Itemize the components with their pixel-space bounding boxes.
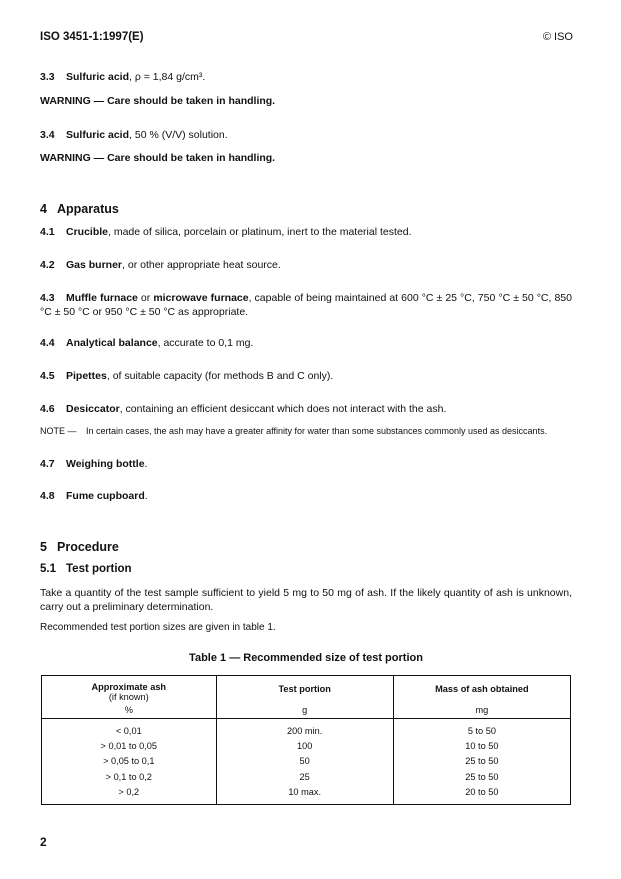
clause-4-6 bbox=[40, 402, 446, 416]
note bbox=[40, 426, 547, 436]
clause-4-4 bbox=[40, 336, 253, 350]
section-4-heading bbox=[40, 202, 119, 216]
subsection-5-1-heading bbox=[40, 563, 132, 575]
table-cell: > 0,05 to 0,1 bbox=[42, 754, 217, 769]
table-cell: 10 to 50 bbox=[465, 740, 499, 751]
section-number: 5 bbox=[40, 540, 47, 554]
table-cell: 200 min. bbox=[216, 719, 393, 739]
warning-1: WARNING — Care should be taken in handling. bbox=[40, 95, 276, 107]
clause-number: 4.7 bbox=[40, 458, 55, 470]
clause-text: , or other appropriate heat source. bbox=[122, 259, 281, 271]
table-row bbox=[42, 719, 571, 739]
clause-number: 4.3 bbox=[40, 292, 55, 304]
table-caption: Table 1 — Recommended size of test portion bbox=[189, 652, 423, 664]
clause-3-4 bbox=[40, 128, 228, 142]
table-cell: 100 bbox=[216, 738, 393, 753]
table-row bbox=[42, 754, 571, 769]
clause-term: Fume cupboard bbox=[66, 490, 145, 502]
table-row bbox=[42, 784, 571, 805]
clause-term: Pipettes bbox=[66, 370, 107, 382]
table-cell: 5 to 50 bbox=[467, 725, 496, 736]
clause-term: Weighing bottle bbox=[66, 458, 145, 470]
clause-text: , capable of being maintained at 600 °C ± 25 °C, 750 °C ± 50 °C, 850 °C ± 50 °C or 950 °C ± 50 °C as appropriate. bbox=[40, 292, 572, 318]
clause-number: 4.6 bbox=[40, 403, 55, 415]
clause-conjunction: or bbox=[137, 292, 154, 304]
section-number: 4 bbox=[40, 202, 47, 216]
clause-number: 4.5 bbox=[40, 370, 55, 382]
clause-text: , made of silica, porcelain or platinum, inert to the material tested. bbox=[108, 226, 412, 238]
clause-text: , containing an efficient desiccant which does not interact with the ash. bbox=[119, 403, 447, 415]
clause-term-2: microwave furnace bbox=[153, 292, 249, 304]
clause-number: 4.2 bbox=[40, 259, 55, 271]
clause-term: Crucible bbox=[66, 226, 109, 238]
header-approximate-ash bbox=[42, 676, 217, 703]
table-cell: 50 bbox=[216, 754, 393, 769]
subsection-number: 5.1 bbox=[40, 563, 56, 575]
table-row bbox=[42, 738, 571, 753]
note-label: NOTE — bbox=[40, 426, 77, 436]
table-cell: < 0,01 bbox=[42, 719, 217, 739]
table-cell: 25 bbox=[216, 769, 393, 784]
clause-text: , ρ = 1,84 g/cm³. bbox=[129, 71, 206, 83]
clause-number: 3.4 bbox=[40, 129, 55, 141]
unit-cell: g bbox=[216, 702, 393, 719]
clause-4-5 bbox=[40, 369, 333, 383]
clause-term: Gas burner bbox=[66, 259, 123, 271]
table-row bbox=[42, 769, 571, 784]
header-label: Approximate ash bbox=[91, 682, 167, 692]
unit-cell: % bbox=[42, 702, 217, 719]
clause-4-7 bbox=[40, 457, 147, 471]
copyright-label: © ISO bbox=[542, 31, 573, 43]
clause-4-2 bbox=[40, 258, 281, 272]
table-cell: 25 to 50 bbox=[465, 771, 499, 782]
clause-4-8 bbox=[40, 489, 148, 503]
clause-number: 3.3 bbox=[40, 71, 55, 83]
clause-text: , 50 % (V/V) solution. bbox=[129, 129, 228, 141]
unit-cell: mg bbox=[393, 702, 570, 719]
clause-text: . bbox=[144, 458, 148, 470]
table-cell: > 0,2 bbox=[42, 784, 217, 805]
paragraph-table-ref: Recommended test portion sizes are given in table 1. bbox=[40, 622, 276, 633]
clause-term: Desiccator bbox=[66, 403, 120, 415]
section-title: Procedure bbox=[57, 540, 119, 554]
table-cell: 10 max. bbox=[216, 784, 393, 805]
clause-4-1 bbox=[40, 225, 412, 239]
note-text: In certain cases, the ash may have a greater affinity for water than some substances commonly used as desiccants. bbox=[86, 426, 548, 436]
clause-3-3 bbox=[40, 70, 205, 84]
clause-term: Analytical balance bbox=[66, 337, 158, 349]
table-cell: > 0,1 to 0,2 bbox=[42, 769, 217, 784]
clause-term: Muffle furnace bbox=[66, 292, 138, 304]
document-id: ISO 3451-1:1997(E) bbox=[40, 31, 144, 43]
clause-number: 4.1 bbox=[40, 226, 55, 238]
test-portion-table bbox=[41, 675, 571, 805]
table-cell: > 0,01 to 0,05 bbox=[42, 738, 217, 753]
clause-number: 4.8 bbox=[40, 490, 55, 502]
table-cell: 20 to 50 bbox=[465, 786, 499, 797]
clause-text: , accurate to 0,1 mg. bbox=[157, 337, 254, 349]
subsection-title: Test portion bbox=[66, 563, 132, 575]
clause-number: 4.4 bbox=[40, 337, 55, 349]
section-5-heading bbox=[40, 540, 119, 554]
header-mass-of-ash: Mass of ash obtained bbox=[435, 684, 529, 694]
section-title: Apparatus bbox=[57, 202, 119, 216]
header-test-portion: Test portion bbox=[216, 676, 393, 703]
clause-term: Sulfuric acid bbox=[66, 129, 130, 141]
clause-text: . bbox=[144, 490, 148, 502]
clause-text: , of suitable capacity (for methods B and C only). bbox=[106, 370, 334, 382]
paragraph-test-portion: Take a quantity of the test sample sufficient to yield 5 mg to 50 mg of ash. If the likely quantity of ash is unknown, carry out a preliminary determination. bbox=[40, 587, 572, 613]
page-number: 2 bbox=[40, 835, 47, 849]
clause-term: Sulfuric acid bbox=[66, 71, 130, 83]
header-sublabel: (if known) bbox=[108, 692, 149, 702]
clause-4-3 bbox=[40, 291, 572, 319]
warning-2: WARNING — Care should be taken in handling. bbox=[40, 152, 276, 164]
table-cell: 25 to 50 bbox=[465, 756, 499, 767]
